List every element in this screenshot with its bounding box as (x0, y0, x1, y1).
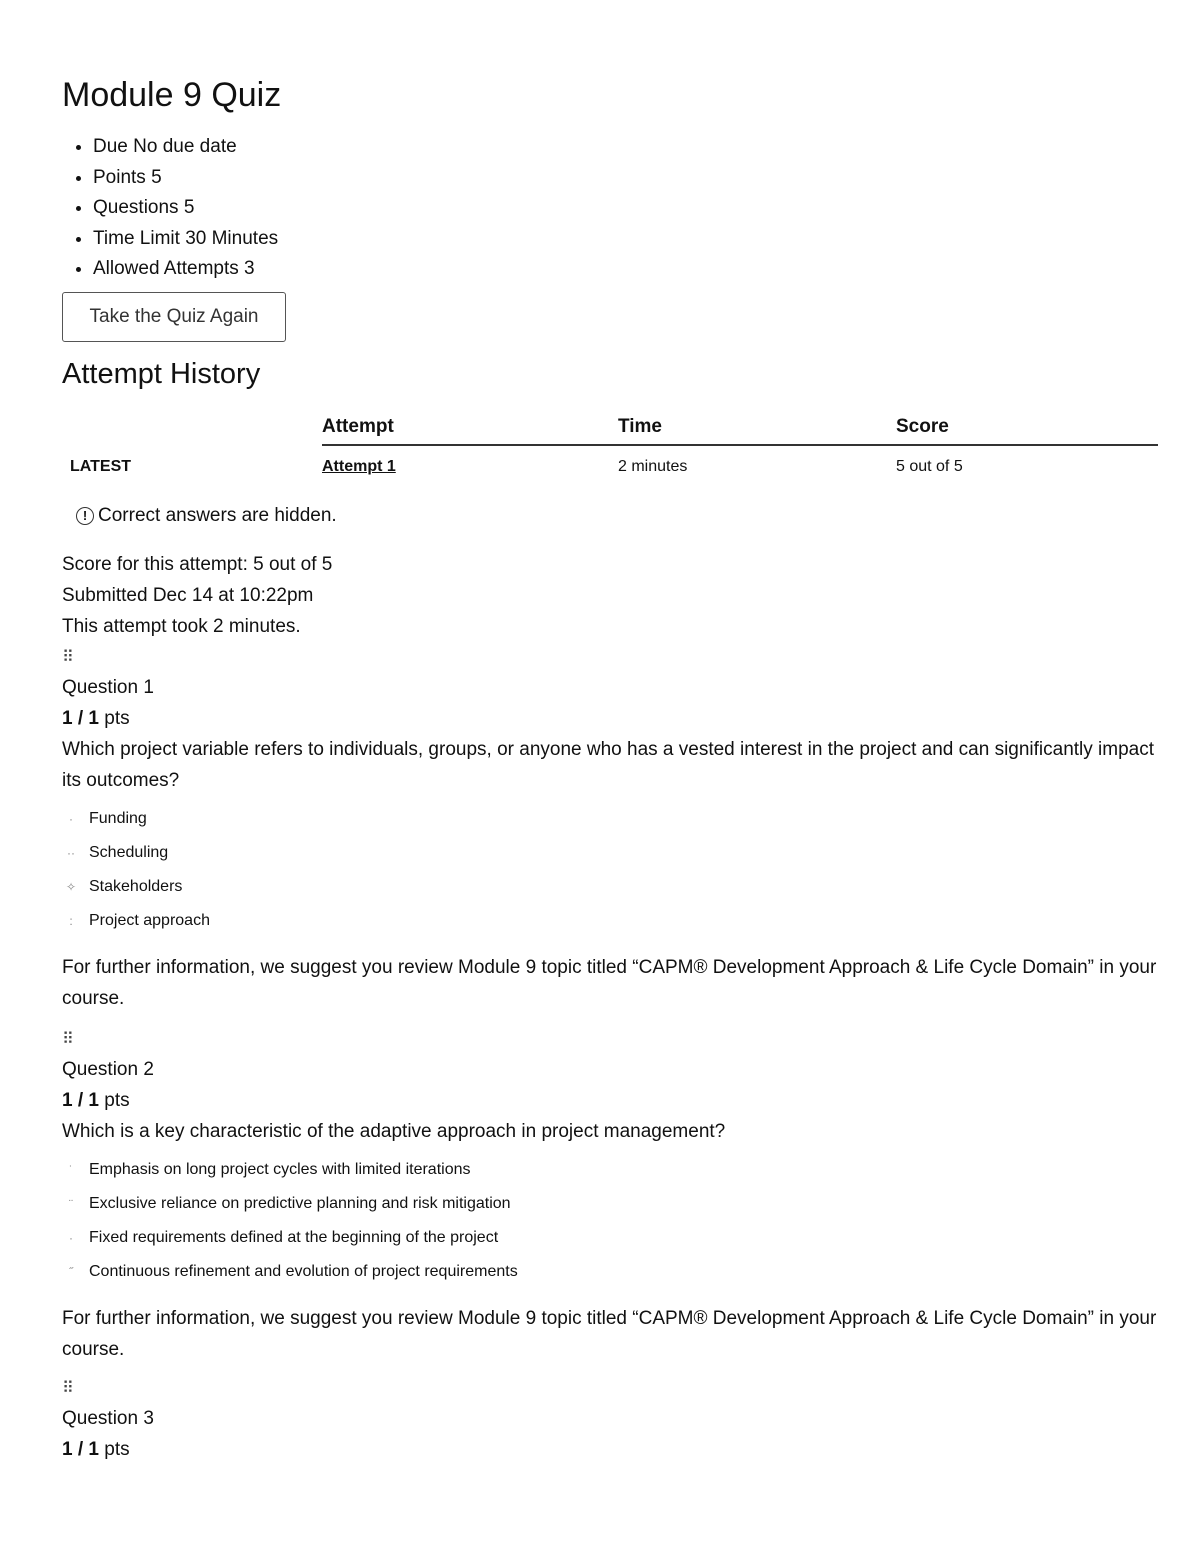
answer-text: Funding (89, 810, 147, 827)
question-3 (62, 1374, 1162, 1465)
header-blank (62, 410, 322, 445)
answer-option (62, 1153, 1162, 1187)
detail-points: • Points 5 (93, 164, 278, 195)
header-time: Time (618, 410, 896, 445)
answer-option (62, 836, 1162, 870)
quiz-details-list (62, 133, 278, 286)
summary-submitted: Submitted Dec 14 at 10:22pm (62, 585, 314, 606)
detail-questions: • Questions 5 (93, 194, 278, 225)
latest-label: LATEST (70, 457, 132, 475)
correct-marker-icon: ˝ (69, 1265, 73, 1279)
answer-text: Project approach (89, 912, 210, 929)
question-text: Which is a key characteristic of the adaptive approach in project management? (62, 1121, 726, 1142)
attempt-score: 5 out of 5 (896, 458, 963, 475)
answer-option (62, 904, 1162, 938)
answer-marker-icon: · (69, 812, 73, 826)
answer-marker-icon: ¨ (69, 1197, 73, 1211)
question-2 (62, 1025, 1162, 1365)
question-feedback: For further information, we suggest you review Module 9 topic titled “CAPM® Development Approach & Life Cycle Domain” in your course. (62, 1308, 1157, 1360)
answer-text: Continuous refinement and evolution of project requirements (89, 1263, 518, 1280)
answer-list (62, 802, 1162, 938)
attempt-time: 2 minutes (618, 458, 688, 475)
attempt-summary (62, 550, 332, 643)
question-title: Question 3 (62, 1408, 154, 1429)
answer-text: Exclusive reliance on predictive planning and risk mitigation (89, 1195, 511, 1212)
answer-option (62, 870, 1162, 904)
answer-marker-icon: ·· (67, 846, 75, 860)
answer-list (62, 1153, 1162, 1289)
drag-handle-icon: ⠿ (62, 1031, 72, 1048)
points-value: 1 / 1 (62, 1438, 99, 1460)
hidden-answers-notice (76, 505, 337, 527)
question-feedback: For further information, we suggest you review Module 9 topic titled “CAPM® Development Approach & Life Cycle Domain” in your course. (62, 957, 1157, 1009)
answer-text: Stakeholders (89, 878, 183, 895)
drag-handle-icon: ⠿ (62, 1380, 72, 1397)
header-score: Score (896, 410, 1158, 445)
answer-marker-icon: : (69, 914, 73, 928)
question-title: Question 1 (62, 677, 154, 698)
notice-text: Correct answers are hidden. (98, 505, 337, 526)
info-icon: ! (76, 507, 94, 525)
detail-due: • Due No due date (93, 133, 278, 164)
points-value: 1 / 1 (62, 707, 99, 729)
summary-score: Score for this attempt: 5 out of 5 (62, 554, 333, 575)
answer-text: Fixed requirements defined at the beginning of the project (89, 1229, 499, 1246)
answer-option (62, 1221, 1162, 1255)
correct-marker-icon: ✧ (65, 880, 77, 894)
answer-text: Scheduling (89, 844, 169, 861)
summary-duration: This attempt took 2 minutes. (62, 616, 301, 637)
attempt-history-heading: Attempt History (62, 358, 261, 390)
page-title: Module 9 Quiz (62, 76, 282, 114)
attempt-history-table (62, 410, 1158, 488)
points-unit: pts (104, 707, 130, 729)
answer-text: Emphasis on long project cycles with limited iterations (89, 1161, 471, 1178)
question-points (62, 1435, 1162, 1466)
answer-marker-icon: ˙ (69, 1163, 73, 1177)
points-value: 1 / 1 (62, 1089, 99, 1111)
attempt-1-link[interactable]: Attempt 1 (322, 458, 396, 475)
points-unit: pts (104, 1089, 130, 1111)
answer-marker-icon: · (69, 1231, 73, 1245)
drag-handle-icon: ⠿ (62, 649, 72, 666)
question-title: Question 2 (62, 1059, 154, 1080)
question-1 (62, 643, 1162, 1014)
answer-option (62, 1255, 1162, 1289)
table-row (62, 445, 1158, 488)
detail-allowed-attempts: • Allowed Attempts 3 (93, 255, 278, 286)
question-text: Which project variable refers to individuals, groups, or anyone who has a vested interest in the project and can significantly impact its outcomes? (62, 739, 1155, 791)
take-quiz-again-button[interactable]: Take the Quiz Again (62, 292, 286, 342)
question-points (62, 1086, 1162, 1117)
detail-time-limit: • Time Limit 30 Minutes (93, 225, 278, 256)
question-points (62, 704, 1162, 735)
header-attempt: Attempt (322, 410, 618, 445)
answer-option (62, 1187, 1162, 1221)
answer-option (62, 802, 1162, 836)
points-unit: pts (104, 1438, 130, 1460)
